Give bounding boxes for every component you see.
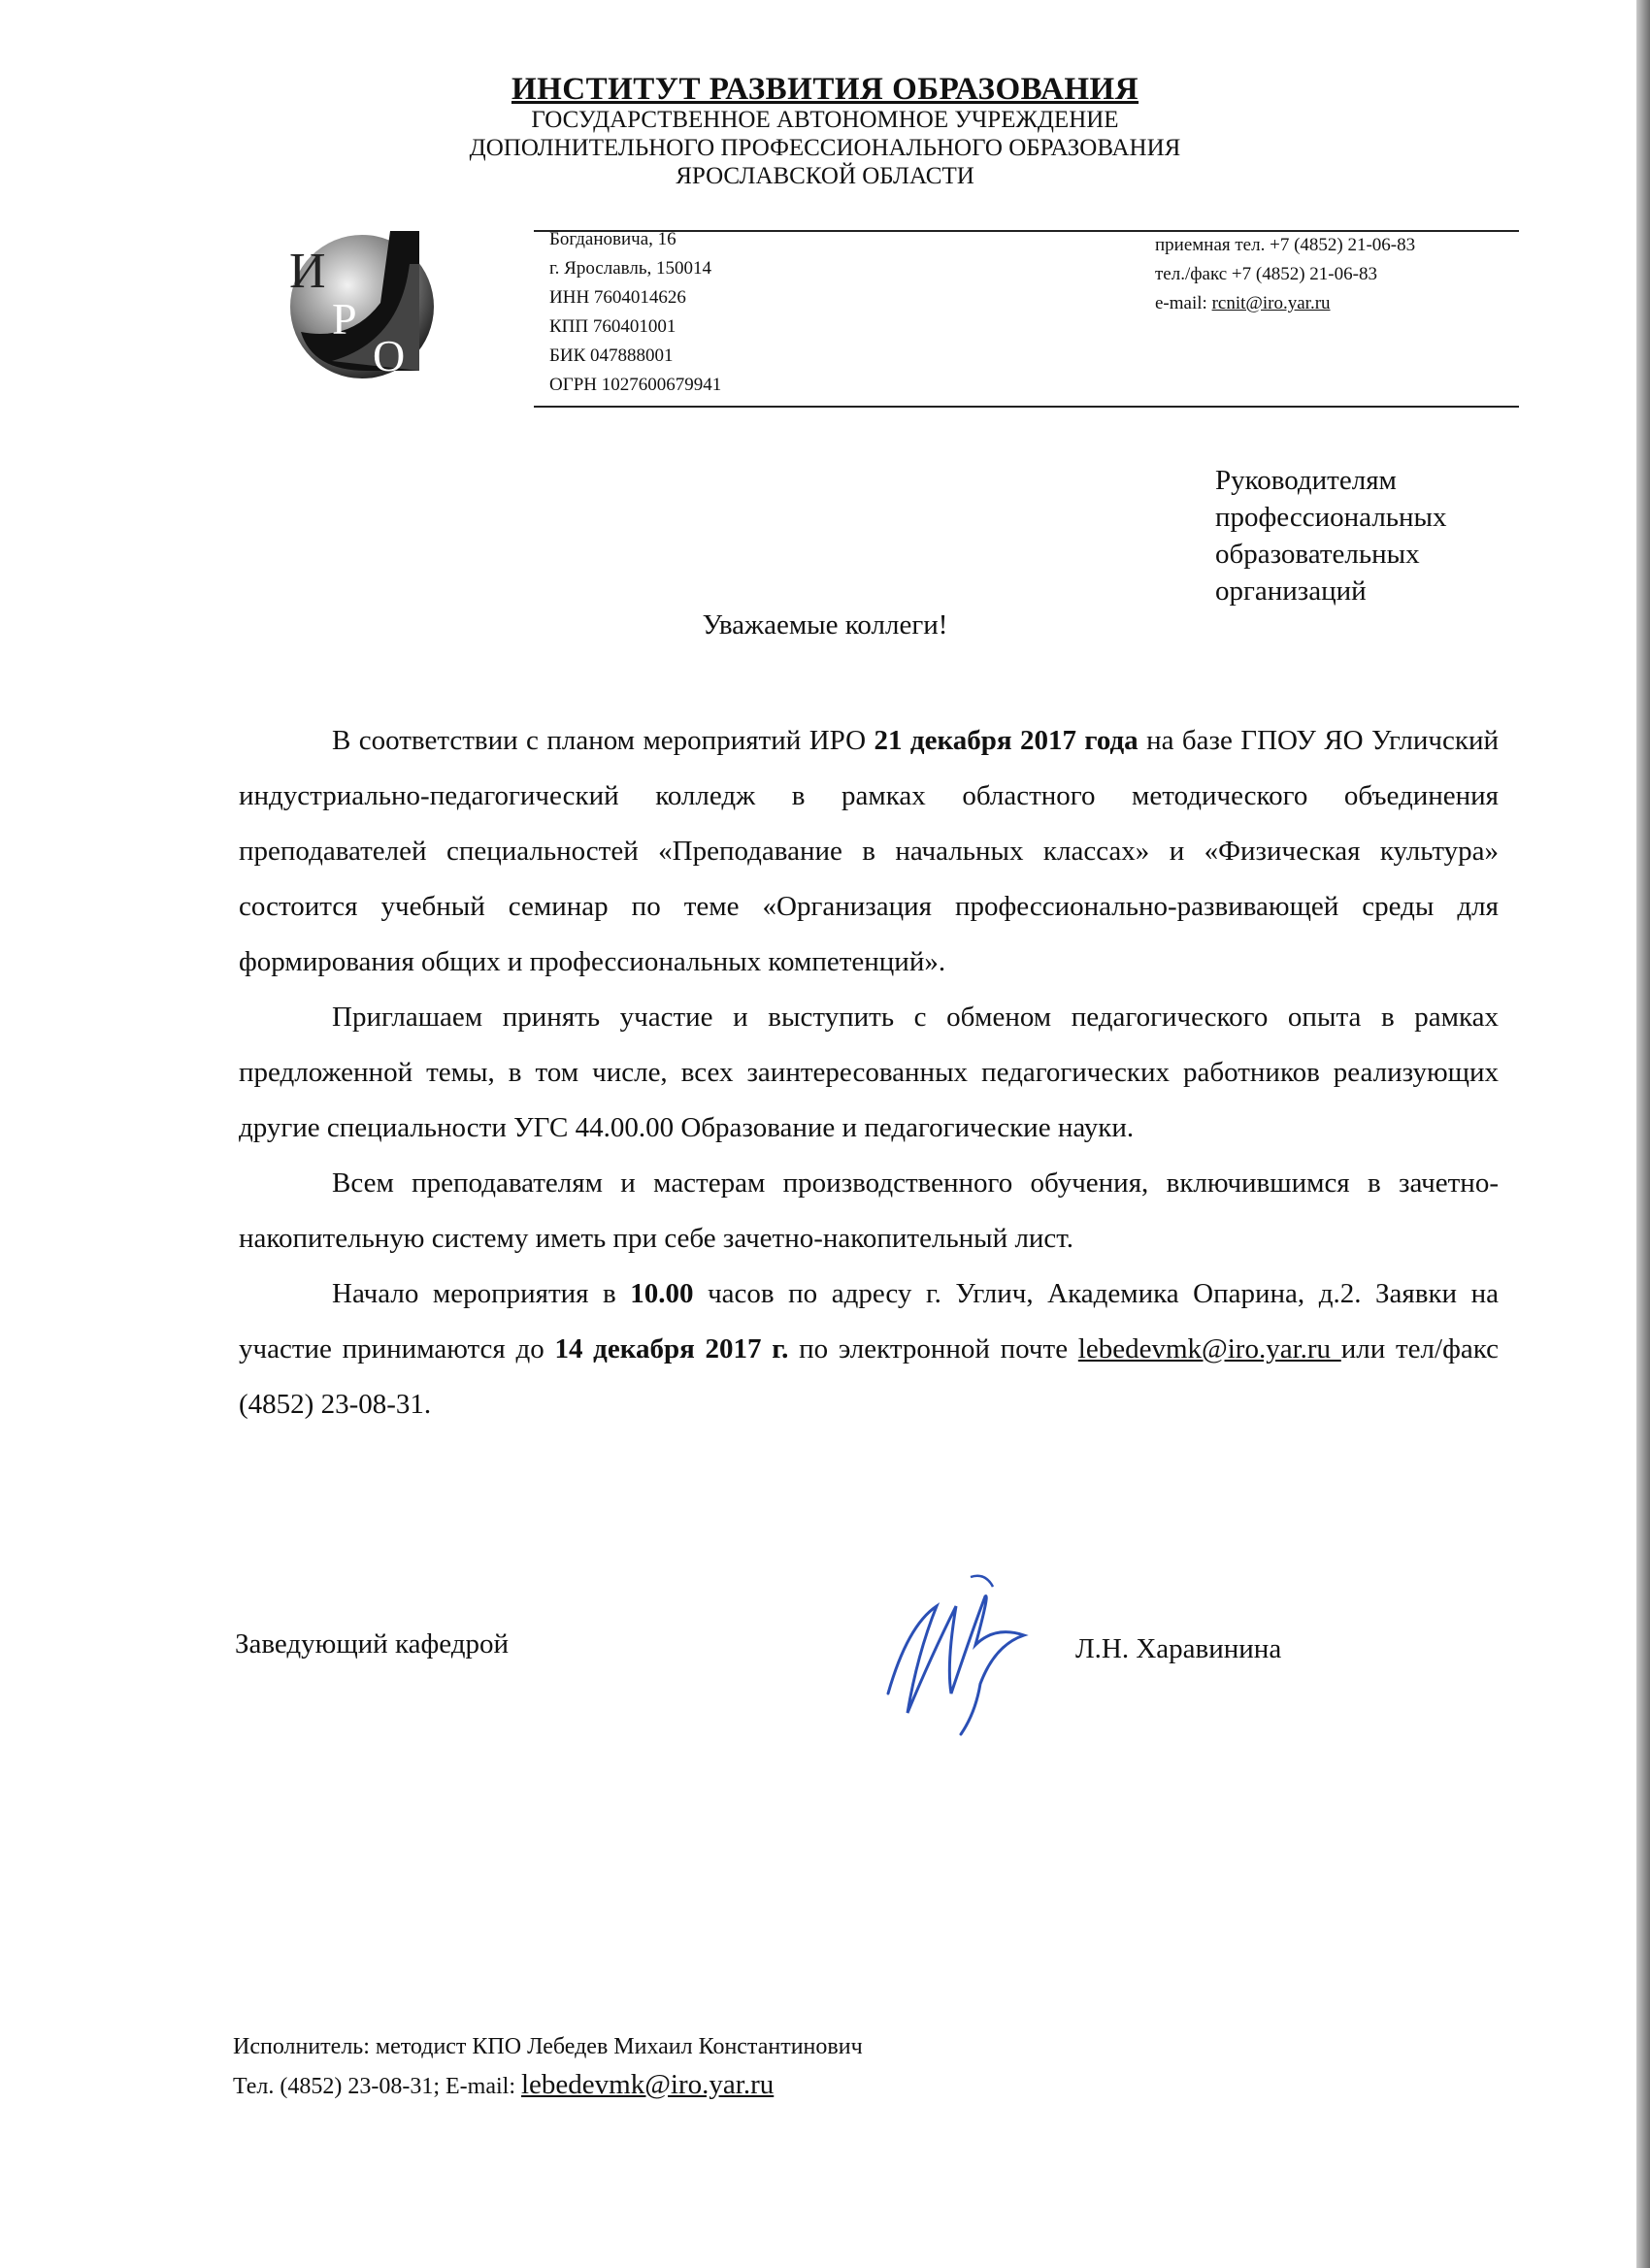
p4-text-a: Начало мероприятия в bbox=[332, 1278, 631, 1309]
p1-text-a: В соответствии с планом мероприятий ИРО bbox=[332, 725, 874, 756]
scan-edge bbox=[1636, 0, 1650, 2268]
p4-text-f: или тел/факс (4852) 23-08-31. bbox=[239, 1333, 1499, 1420]
addressee-line-3: образовательных bbox=[1215, 539, 1420, 570]
svg-text:О: О bbox=[373, 331, 406, 380]
paragraph-1 bbox=[239, 713, 1499, 990]
paragraph-3: Всем преподавателям и мастерам производственного обучения, включившимся в зачетно-накопительную систему иметь при себе зачетно-накопительный лист. bbox=[239, 1167, 1499, 1254]
executor-contact bbox=[233, 2069, 774, 2101]
svg-text:И: И bbox=[289, 244, 326, 299]
p4-text-e: по электронной почте bbox=[788, 1333, 1078, 1364]
address-inn: ИНН 7604014626 bbox=[549, 287, 686, 308]
p4-email-link[interactable]: lebedevmk@iro.yar.ru bbox=[1077, 1333, 1341, 1364]
header-rule-bottom bbox=[534, 406, 1519, 408]
handwritten-signature-icon bbox=[878, 1567, 1043, 1737]
paragraph-2: Приглашаем принять участие и выступить с обменом педагогического опыта в рамках предложенной темы, в том числе, всех заинтересованных педагогических работников реализующих другие специальности УГС 44.00.00 Образование и педагогические науки. bbox=[239, 1002, 1499, 1143]
p4-deadline: 14 декабря 2017 г. bbox=[554, 1333, 789, 1364]
p1-date: 21 декабря 2017 года bbox=[874, 725, 1138, 756]
signer-name: Л.Н. Харавинина bbox=[1075, 1633, 1282, 1664]
org-line-3: ЯРОСЛАВСКОЙ ОБЛАСТИ bbox=[676, 163, 974, 189]
org-line-2: ДОПОЛНИТЕЛЬНОГО ПРОФЕССИОНАЛЬНОГО ОБРАЗОВАНИЯ bbox=[469, 135, 1181, 161]
contact-email-link[interactable]: rcnit@iro.yar.ru bbox=[1211, 293, 1331, 313]
address-block bbox=[549, 225, 721, 400]
paragraph-4 bbox=[239, 1266, 1499, 1432]
address-bik: БИК 047888001 bbox=[549, 345, 674, 366]
p4-time: 10.00 bbox=[630, 1278, 694, 1309]
svg-text:Р: Р bbox=[332, 294, 357, 344]
greeting: Уважаемые коллеги! bbox=[702, 609, 948, 641]
contacts-block bbox=[1155, 231, 1415, 318]
addressee-line-2: профессиональных bbox=[1215, 502, 1447, 533]
contact-email-label: e-mail: bbox=[1155, 293, 1212, 313]
signer-position: Заведующий кафедрой bbox=[235, 1628, 510, 1660]
addressee-block bbox=[1215, 462, 1447, 609]
executor-line: Исполнитель: методист КПО Лебедев Михаил Константинович bbox=[233, 2034, 863, 2059]
iro-logo-icon bbox=[274, 225, 450, 380]
org-line-1: ГОСУДАРСТВЕННОЕ АВТОНОМНОЕ УЧРЕЖДЕНИЕ bbox=[531, 107, 1119, 133]
letter-body bbox=[239, 713, 1499, 1432]
executor-email-link[interactable]: lebedevmk@iro.yar.ru bbox=[521, 2069, 775, 2100]
executor-phone: Тел. (4852) 23-08-31; E-mail: bbox=[233, 2074, 521, 2099]
address-city: г. Ярославль, 150014 bbox=[549, 258, 712, 279]
address-ogrn: ОГРН 1027600679941 bbox=[549, 375, 722, 395]
contact-email-line bbox=[1155, 289, 1415, 318]
p1-text-c: на базе ГПОУ ЯО Угличский индустриально-педагогический колледж в рамках областного методического объединения преподавателей специальностей «Преподавание в начальных классах» и «Физическая культура» состоится учебный семинар по теме «Организация профессионально-развивающей среды для формирования общих и профессиональных компетенций». bbox=[239, 725, 1499, 977]
org-name: ИНСТИТУТ РАЗВИТИЯ ОБРАЗОВАНИЯ bbox=[511, 72, 1139, 107]
contact-phone: приемная тел. +7 (4852) 21-06-83 bbox=[1155, 235, 1416, 255]
p4-text-c: часов по адресу г. Углич, Академика Опарина, д.2. Заявки на участие принимаются до bbox=[239, 1278, 1499, 1364]
contact-fax: тел./факс +7 (4852) 21-06-83 bbox=[1155, 264, 1377, 284]
addressee-line-4: организаций bbox=[1215, 575, 1367, 607]
addressee-line-1: Руководителям bbox=[1215, 465, 1397, 496]
address-street: Богдановича, 16 bbox=[549, 229, 676, 249]
address-kpp: КПП 760401001 bbox=[549, 316, 676, 337]
